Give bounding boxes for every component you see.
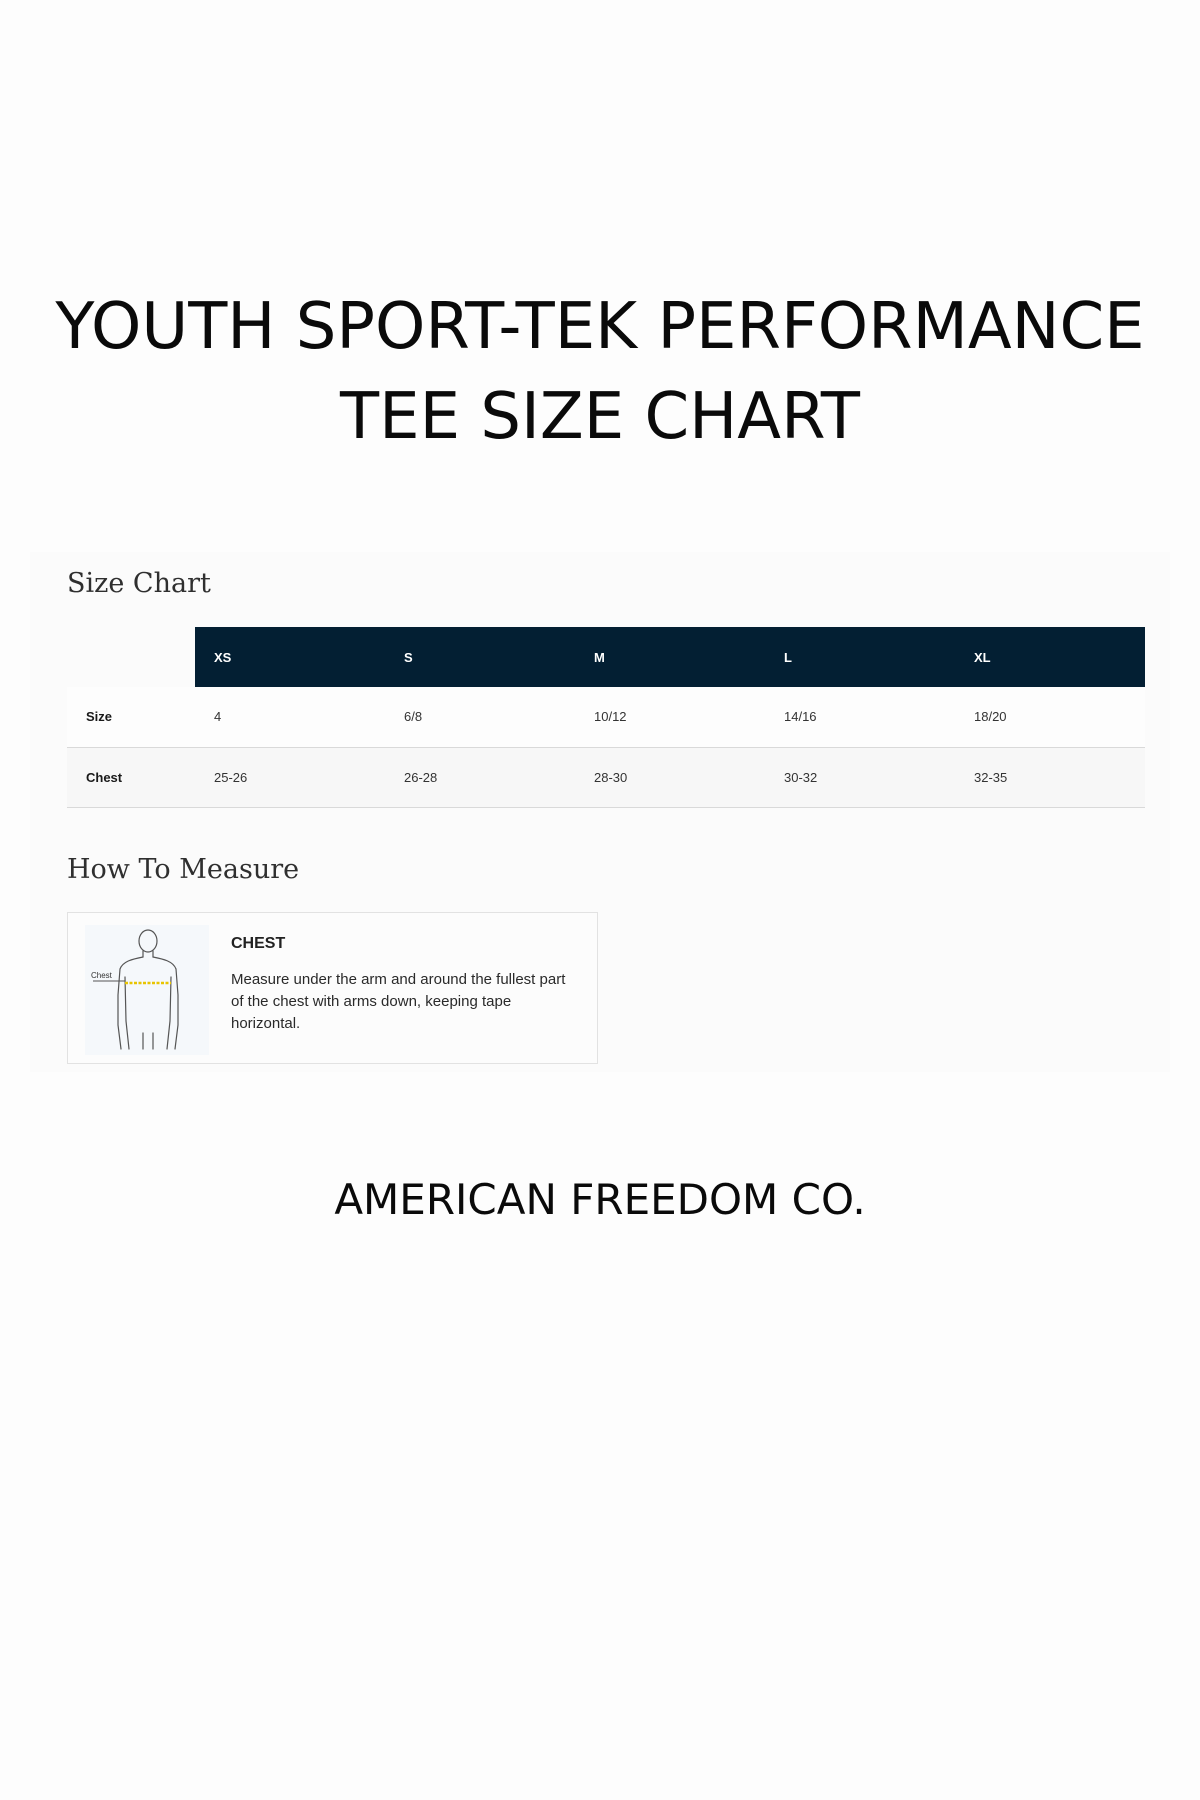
size-chart-title: Size Chart (67, 568, 211, 599)
size-table-header-row (67, 627, 1145, 687)
header-cell-s: S (385, 627, 575, 687)
table-cell: 6/8 (404, 709, 423, 725)
row-label-size: Size (86, 709, 113, 725)
measure-heading: CHEST (231, 935, 286, 952)
header-corner-cell (67, 627, 195, 687)
table-cell: 10/12 (594, 709, 627, 725)
table-cell: 30-32 (784, 769, 818, 785)
header-cell-m: M (575, 627, 765, 687)
how-to-measure-title: How To Measure (67, 854, 300, 885)
measure-description: Measure under the arm and around the fullest part of the chest with arms down, keeping tape horizontal. (231, 971, 566, 1032)
table-cell: 28-30 (594, 769, 628, 785)
table-cell: 14/16 (784, 709, 817, 725)
brand-name: AMERICAN FREEDOM CO. (334, 1175, 866, 1224)
table-cell: 32-35 (974, 769, 1008, 785)
header-cell-xl: XL (955, 627, 1145, 687)
table-row-chest (67, 747, 1145, 807)
size-chart-card (30, 552, 1170, 1072)
page-headline (0, 282, 1200, 462)
header-cell-xs: XS (195, 627, 385, 687)
figure-label-chest: Chest (91, 971, 112, 980)
table-row-size (67, 687, 1145, 747)
chest-measure-illustration (85, 925, 209, 1055)
row-label-chest: Chest (86, 769, 123, 785)
size-table (67, 627, 1145, 808)
headline-line-1: YOUTH SPORT-TEK PERFORMANCE (55, 290, 1145, 364)
body-outline-icon (85, 925, 209, 1055)
table-cell: 26-28 (404, 769, 438, 785)
table-cell: 25-26 (214, 769, 248, 785)
measure-text (231, 935, 571, 1035)
headline-line-2: TEE SIZE CHART (340, 380, 860, 454)
table-cell: 4 (214, 709, 222, 725)
measure-instruction-box (67, 912, 598, 1064)
header-cell-l: L (765, 627, 955, 687)
table-cell: 18/20 (974, 709, 1007, 725)
